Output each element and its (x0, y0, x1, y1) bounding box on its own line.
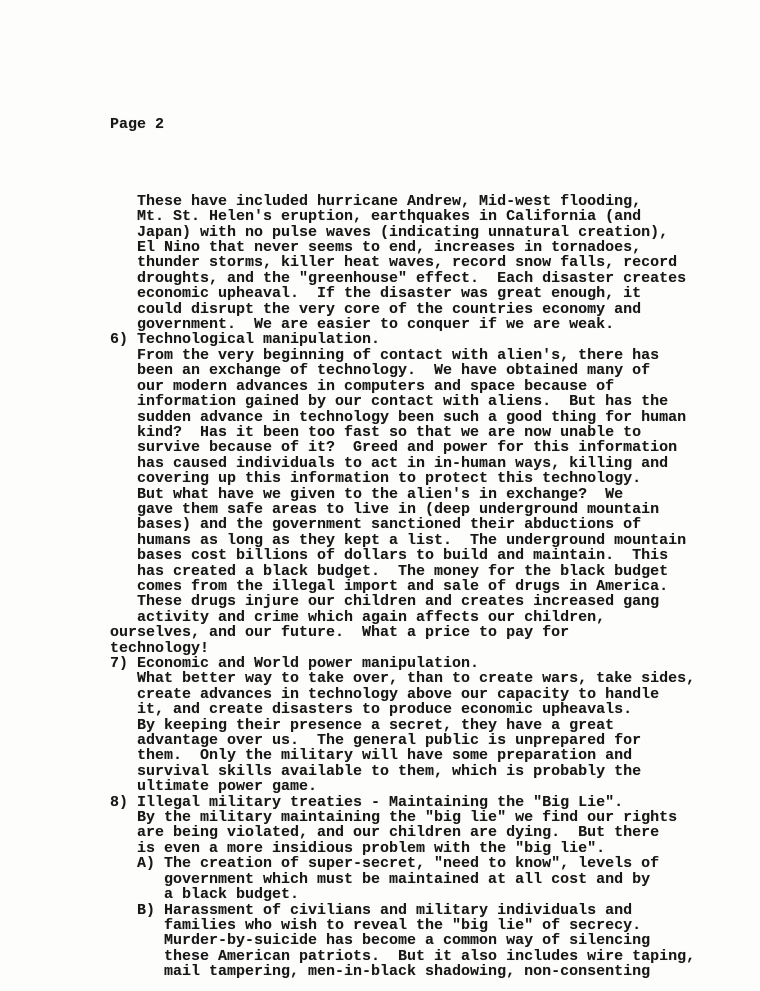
text-line: government which must be maintained at all cost and by (110, 870, 651, 888)
text-line: them. Only the military will have some preparation and (110, 747, 633, 765)
text-line: economic upheaval. If the disaster was great enough, it (110, 285, 642, 303)
text-line: By keeping their presence a secret, they have a great (110, 716, 615, 734)
text-line: technology! (110, 639, 210, 657)
text-line: These drugs injure our children and creates increased gang (110, 593, 660, 611)
text-line: El Nino that never seems to end, increases in tornadoes, (110, 239, 642, 257)
text-line: Japan) with no pulse waves (indicating unnatural creation), (110, 223, 669, 241)
text-line: B) Harassment of civilians and military individuals and (110, 901, 633, 919)
text-line: But what have we given to the alien's in exchange? We (110, 485, 624, 503)
text-line: it, and create disasters to produce economic upheavals. (110, 701, 633, 719)
typewritten-text-block (110, 86, 695, 991)
text-line: create advances in technology above our capacity to handle (110, 685, 660, 703)
text-line: 6) Technological manipulation. (110, 331, 381, 349)
text-line: By the military maintaining the "big lie" we find our rights (110, 809, 678, 827)
page-number-header: Page 2 (110, 115, 165, 133)
text-line: Murder-by-suicide has become a common way of silencing (110, 932, 651, 950)
text-line: advantage over us. The general public is unprepared for (110, 732, 642, 750)
text-line: droughts, and the "greenhouse" effect. Each disaster creates (110, 269, 687, 287)
text-line: covering up this information to protect this technology. (110, 470, 642, 488)
text-line: From the very beginning of contact with alien's, there has (110, 346, 660, 364)
text-line: ultimate power game. (110, 778, 318, 796)
text-line: is even a more insidious problem with the "big lie". (110, 839, 606, 857)
text-line: A) The creation of super-secret, "need to know", levels of (110, 855, 660, 873)
text-line: comes from the illegal import and sale of drugs in America. (110, 577, 669, 595)
text-line: bases) and the government sanctioned their abductions of (110, 516, 642, 534)
text-line: survival skills available to them, which is probably the (110, 762, 642, 780)
text-line: our modern advances in computers and space because of (110, 377, 615, 395)
text-line: humans as long as they kept a list. The underground mountain (110, 531, 687, 549)
text-line: bases cost billions of dollars to build and maintain. This (110, 547, 669, 565)
text-line: activity and crime which again affects our children, (110, 608, 606, 626)
text-line: information gained by our contact with aliens. But has the (110, 393, 669, 411)
text-line: could disrupt the very core of the countries economy and (110, 300, 642, 318)
text-line: ourselves, and our future. What a price to pay for (110, 624, 570, 642)
text-line: mail tampering, men-in-black shadowing, non-consenting (110, 963, 651, 981)
text-line: What better way to take over, than to create wars, take sides, (110, 670, 696, 688)
text-line: a black budget. (110, 886, 300, 904)
text-line: has caused individuals to act in in-human ways, killing and (110, 454, 669, 472)
text-line: thunder storms, killer heat waves, record snow falls, record (110, 254, 678, 272)
text-line: has created a black budget. The money for the black budget (110, 562, 669, 580)
text-line: 8) Illegal military treaties - Maintaining the "Big Lie". (110, 793, 624, 811)
text-line: Mt. St. Helen's eruption, earthquakes in California (and (110, 208, 642, 226)
document-body (110, 194, 695, 980)
text-line: gave them safe areas to live in (deep underground mountain (110, 500, 660, 518)
text-line: 7) Economic and World power manipulation. (110, 655, 480, 673)
text-line: been an exchange of technology. We have obtained many of (110, 362, 651, 380)
text-line: government. We are easier to conquer if we are weak. (110, 316, 615, 334)
text-line: These have included hurricane Andrew, Mid-west flooding, (110, 192, 642, 210)
text-line: these American patriots. But it also includes wire taping, (110, 947, 696, 965)
text-line: families who wish to reveal the "big lie" of secrecy. (110, 916, 642, 934)
text-line: survive because of it? Greed and power for this information (110, 439, 678, 457)
text-line: kind? Has it been too fast so that we are now unable to (110, 423, 642, 441)
text-line: sudden advance in technology been such a good thing for human (110, 408, 687, 426)
text-line: are being violated, and our children are dying. But there (110, 824, 660, 842)
